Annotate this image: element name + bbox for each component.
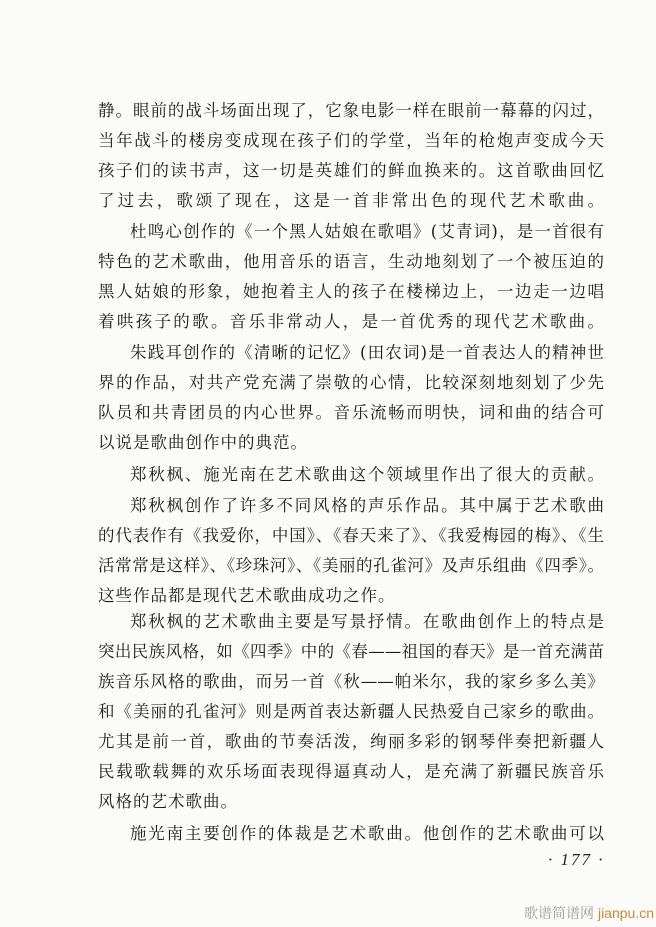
text-line: 的代表作有《我爱你，中国》、《春天来了》、《我爱梅园的梅》、《生 [98,526,604,545]
page-number: · 177 · [548,850,605,869]
text-line: 静。眼前的战斗场面出现了，它象电影一样在眼前一幕幕的闪过， [98,101,604,120]
text-line: 风格的艺术歌曲。 [98,792,238,811]
text-line: 黑人姑娘的形象，她抱着主人的孩子在楼梯边上，一边走一边唱 [98,282,604,301]
text-line: 尤其是前一首，歌曲的节奏活泼，绚丽多彩的钢琴伴奏把新疆人 [98,732,604,751]
text-line: 郑秋枫的艺术歌曲主要是写景抒情。在歌曲创作上的特点是 [130,612,604,631]
text-line: 施光南主要创作的体裁是艺术歌曲。他创作的艺术歌曲可以 [130,824,604,843]
text-line: 特色的艺术歌曲，他用音乐的语言，生动地刻划了一个被压迫的 [98,252,604,271]
text-line: 突出民族风格，如《四季》中的《春——祖国的春天》是一首充满苗 [98,642,604,661]
text-line: 活常常是这样》、《珍珠河》、《美丽的孔雀河》及声乐组曲《四季》。 [98,556,604,575]
text-line: 民载歌载舞的欢乐场面表现得逼真动人，是充满了新疆民族音乐 [98,762,604,781]
watermark-site-name: 歌谱简谱网 [523,905,594,921]
text-line: 杜鸣心创作的《一个黑人姑娘在歌唱》(艾青词)，是一首很有 [130,222,604,241]
text-line: 族音乐风格的歌曲，而另一首《秋——帕米尔，我的家乡多么美》 [98,672,604,691]
text-line: 和《美丽的孔雀河》则是两首表达新疆人民热爱自己家乡的歌曲。 [98,702,604,721]
text-line: 界的作品，对共产党充满了崇敬的心情，比较深刻地刻划了少先 [98,373,604,392]
text-line: 着哄孩子的歌。音乐非常动人，是一首优秀的现代艺术歌曲。 [98,312,604,331]
text-line: 朱践耳创作的《清晰的记忆》(田农词)是一首表达人的精神世 [130,343,604,362]
text-line: 郑秋枫、施光南在艺术歌曲这个领域里作出了很大的贡献。 [130,465,604,484]
text-line: 孩子们的读书声，这一切是英雄们的鲜血换来的。这首歌曲回忆 [98,161,604,180]
watermark [524,903,654,923]
text-line: 队员和共青团员的内心世界。音乐流畅而明快，词和曲的结合可 [98,403,604,422]
text-line: 郑秋枫创作了许多不同风格的声乐作品。其中属于艺术歌曲 [130,496,604,515]
text-line: 当年战斗的楼房变成现在孩子们的学堂，当年的枪炮声变成今天 [98,131,604,150]
text-line: 了过去，歌颂了现在，这是一首非常出色的现代艺术歌曲。 [98,191,604,210]
text-line: 这些作品都是现代艺术歌曲成功之作。 [98,586,396,605]
watermark-url: jianpu.cn [597,905,654,921]
text-line: 以说是歌曲创作中的典范。 [98,433,308,452]
